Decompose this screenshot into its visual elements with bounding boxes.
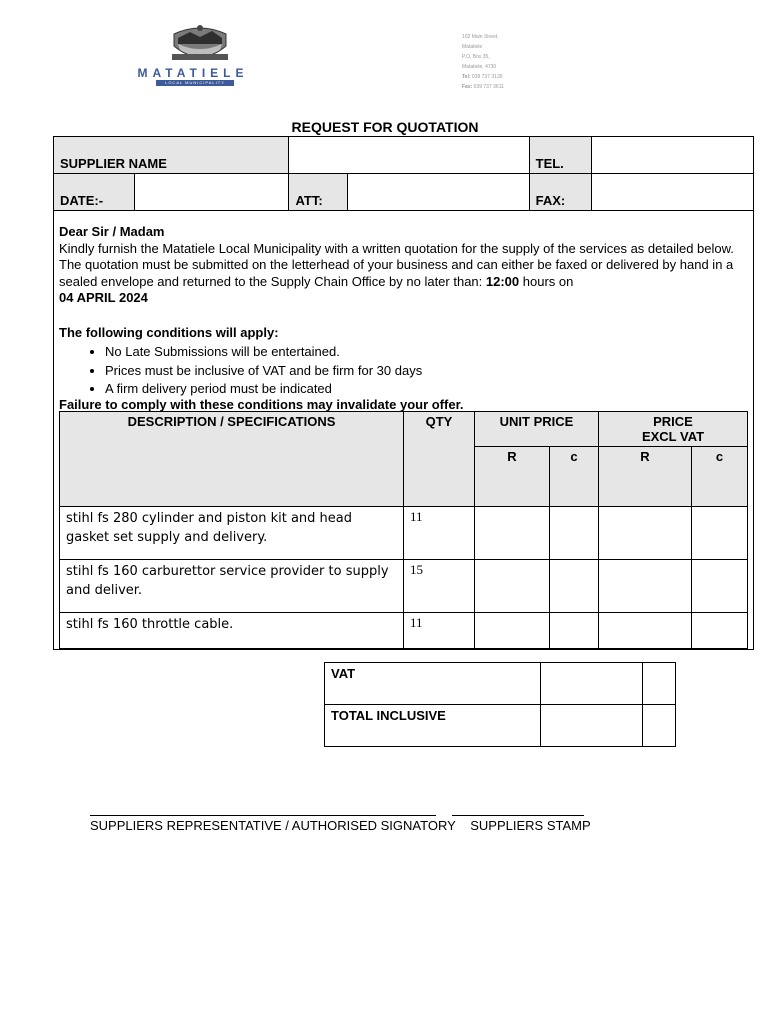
condition-item: • No Late Submissions will be entertained. — [105, 343, 422, 362]
signatory-line — [90, 815, 436, 816]
item-description: stihl fs 160 throttle cable. — [60, 613, 404, 649]
fax-field[interactable] — [592, 174, 754, 211]
tel-field[interactable] — [592, 137, 754, 174]
stamp-line — [452, 815, 584, 816]
unit-price-rand-cell[interactable] — [475, 507, 550, 560]
stamp-label: SUPPLIERS STAMP — [470, 818, 591, 833]
letterhead-tel: Tel: 039 737 3135 — [462, 74, 503, 80]
brand-name: MATATIELE — [137, 66, 249, 80]
fax-label: FAX: — [529, 174, 592, 211]
deadline-date: 04 APRIL 2024 — [59, 290, 148, 305]
unit-price-rand-header: R — [475, 447, 550, 507]
att-field[interactable] — [348, 174, 529, 211]
signature-caption — [90, 818, 591, 833]
vat-rand-field[interactable] — [541, 663, 643, 705]
unit-price-rand-cell[interactable] — [475, 560, 550, 613]
supplier-name-field[interactable] — [289, 137, 529, 174]
supplier-header-table — [53, 136, 754, 211]
price-cents-cell[interactable] — [692, 507, 748, 560]
qty-header: QTY — [404, 412, 475, 507]
unit-price-cents-cell[interactable] — [550, 613, 599, 649]
deadline-time: 12:00 — [485, 273, 520, 289]
price-rand-cell[interactable] — [599, 560, 692, 613]
letter-body — [59, 224, 751, 307]
letterhead-address — [462, 32, 504, 92]
total-inclusive-label: TOTAL INCLUSIVE — [325, 705, 541, 747]
letter-text: Kindly furnish the Matatiele Local Municipality with a written quotation for the supply of the services as detailed below. The quotation must be submitted on the letterhead of your business and can either be faxed or delivered by hand in a sealed envelope and returned to the Supply Chain Office by no later than: — [59, 240, 734, 289]
representative-label: SUPPLIERS REPRESENTATIVE / AUTHORISED SIGNATORY — [90, 818, 456, 833]
table-row — [60, 507, 748, 560]
description-header: DESCRIPTION / SPECIFICATIONS — [60, 412, 404, 507]
address-line: 102 Main Street, — [462, 34, 499, 40]
address-line: Matatiele, 4730 — [462, 64, 497, 70]
conditions-title: The following conditions will apply: — [59, 325, 279, 340]
price-cents-cell[interactable] — [692, 613, 748, 649]
total-rand-field[interactable] — [541, 705, 643, 747]
unit-price-header: UNIT PRICE — [475, 412, 599, 447]
hours-on-text: hours on — [519, 273, 574, 289]
price-excl-vat-header: PRICE EXCL VAT — [599, 412, 748, 447]
condition-item: • A firm delivery period must be indicated — [105, 380, 422, 399]
table-row — [60, 560, 748, 613]
letterhead-fax: Fax: 039 737 3611 — [462, 84, 504, 90]
condition-item: • Prices must be inclusive of VAT and be firm for 30 days — [105, 362, 422, 381]
price-cents-header: c — [692, 447, 748, 507]
att-label: ATT: — [289, 174, 348, 211]
item-qty: 15 — [404, 560, 475, 613]
date-label: DATE:- — [54, 174, 135, 211]
date-field[interactable] — [134, 174, 289, 211]
unit-price-cents-cell[interactable] — [550, 560, 599, 613]
price-rand-cell[interactable] — [599, 507, 692, 560]
unit-price-rand-cell[interactable] — [475, 613, 550, 649]
item-qty: 11 — [404, 613, 475, 649]
municipality-crest-logo — [168, 24, 232, 66]
brand-subtitle: LOCAL MUNICIPALITY — [156, 80, 234, 86]
total-cents-field[interactable] — [643, 705, 676, 747]
unit-price-cents-cell[interactable] — [550, 507, 599, 560]
item-description: stihl fs 280 cylinder and piston kit and head gasket set supply and delivery. — [60, 507, 404, 560]
price-cents-cell[interactable] — [692, 560, 748, 613]
table-row — [60, 613, 748, 649]
item-qty: 11 — [404, 507, 475, 560]
salutation: Dear Sir / Madam — [59, 224, 165, 239]
vat-cents-field[interactable] — [643, 663, 676, 705]
supplier-name-label: SUPPLIER NAME — [54, 137, 289, 174]
items-table — [59, 411, 748, 649]
unit-price-cents-header: c — [550, 447, 599, 507]
price-rand-cell[interactable] — [599, 613, 692, 649]
page-title: REQUEST FOR QUOTATION — [291, 119, 479, 135]
conditions-list — [59, 343, 422, 399]
tel-label: TEL. — [529, 137, 592, 174]
vat-label: VAT — [325, 663, 541, 705]
item-description: stihl fs 160 carburettor service provider to supply and deliver. — [60, 560, 404, 613]
address-line: P.O. Box 35, — [462, 54, 490, 60]
address-line: Matatiele — [462, 44, 483, 50]
conditions-warning: Failure to comply with these conditions may invalidate your offer. — [59, 397, 464, 412]
price-rand-header: R — [599, 447, 692, 507]
totals-table — [324, 662, 676, 747]
